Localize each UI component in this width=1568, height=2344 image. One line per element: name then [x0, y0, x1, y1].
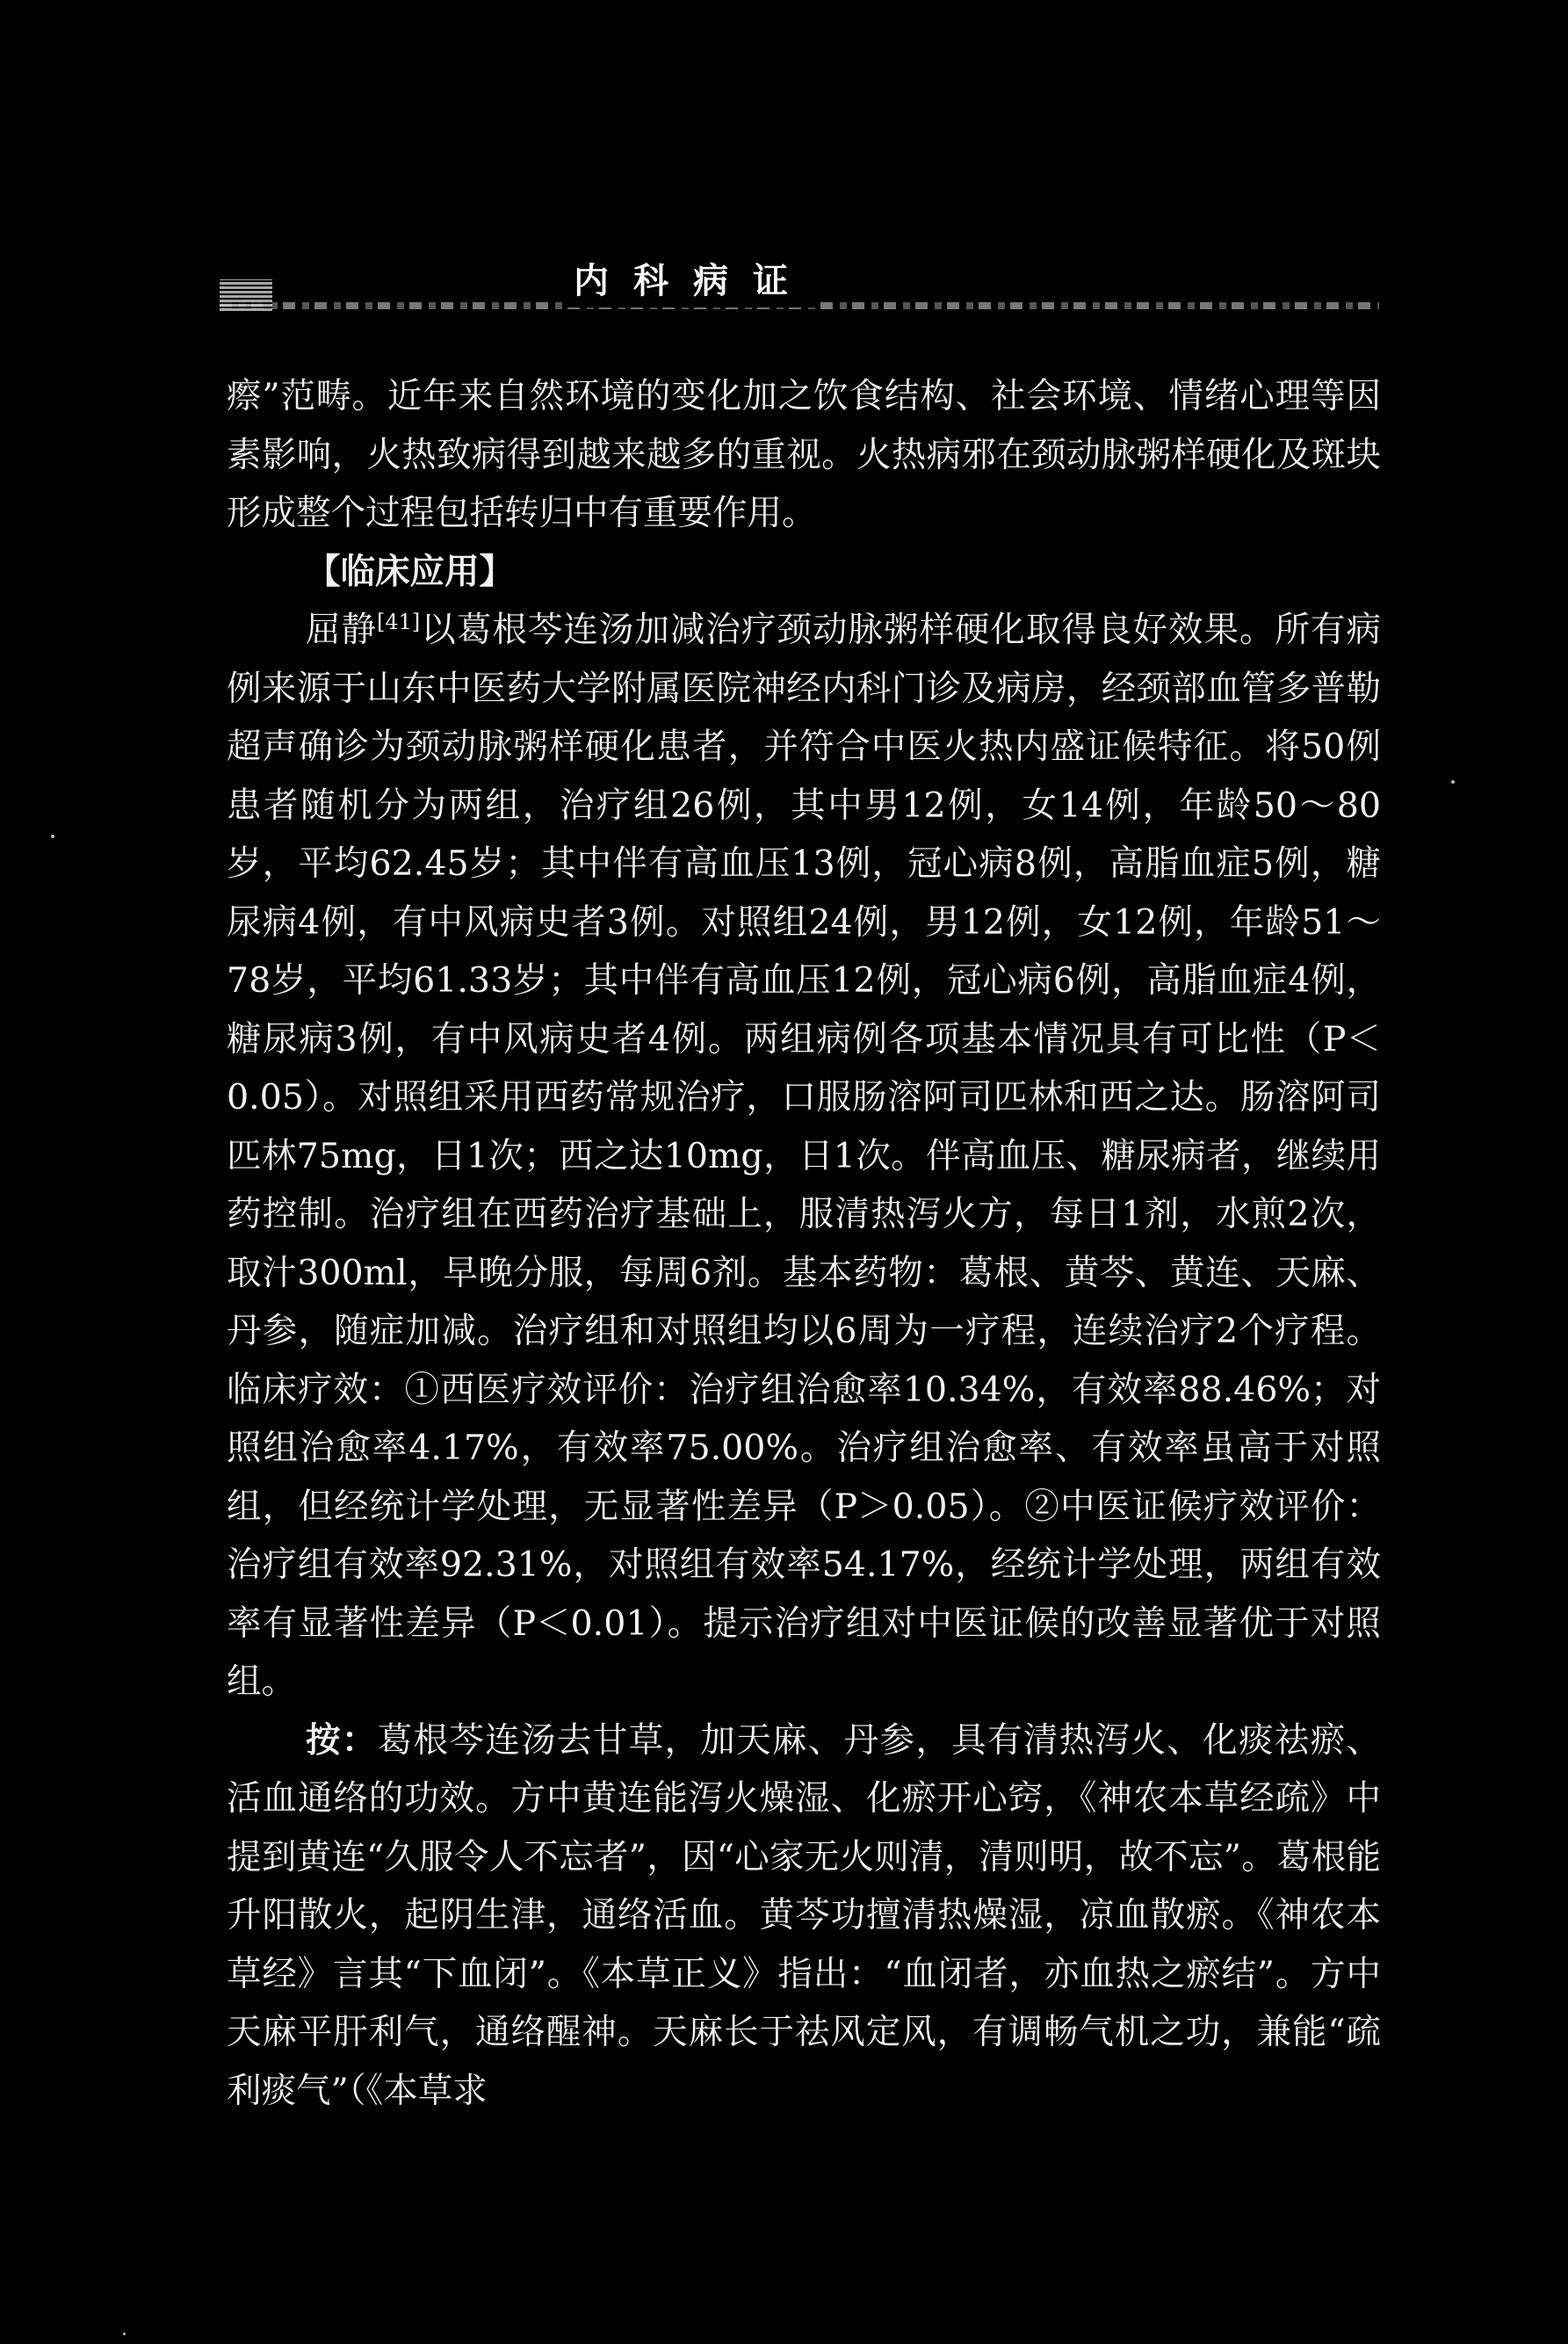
section-heading-container [227, 543, 1381, 602]
author-name: 屈静 [306, 610, 378, 650]
page-body [227, 367, 1381, 2120]
header-title: 内科病证 [567, 255, 820, 307]
paragraph-clinical [227, 601, 1381, 1711]
paragraph-note-text: 葛根芩连汤去甘草，加天麻、丹参，具有清热泻火、化痰祛瘀、活血通络的功效。方中黄连能泻火燥湿、化瘀开心窍，《神农本草经疏》中提到黄连“久服令人不忘者”，因“心家无火则清，清则明，故不忘”。葛根能升阳散火，起阴生津，通络活血。黄芩功擅清热燥湿，凉血散瘀。《神农本草经》言其“下血闭”。《本草正义》指出：“血闭者，亦血热之瘀结”。方中天麻平肝利气，通络醒神。天麻长于祛风定风，有调畅气机之功，兼能“疏利痰气”（《本草求 [227, 1719, 1382, 2111]
header-ornament [220, 279, 272, 311]
scan-speck [1451, 780, 1455, 784]
running-header [220, 255, 1379, 316]
citation-marker: [41] [377, 609, 421, 634]
scan-speck [123, 2333, 126, 2335]
paragraph-clinical-text: 以葛根芩连汤加减治疗颈动脉粥样硬化取得良好效果。所有病例来源于山东中医药大学附属医院神经内科门诊及病房，经颈部血管多普勒超声确诊为颈动脉粥样硬化患者，并符合中医火热内盛证候特征。将50例患者随机分为两组，治疗组26例，其中男12例，女14例，年龄50～80岁，平均62.45岁；其中伴有高血压13例，冠心病8例，高脂血症5例，糖尿病4例，有中风病史者3例。对照组24例，男12例，女12例，年龄51～78岁，平均61.33岁；其中伴有高血压12例，冠心病6例，高脂血症4例，糖尿病3例，有中风病史者4例。两组病例各项基本情况具有可比性（P＜0.05）。对照组采用西药常规治疗，口服肠溶阿司匹林和西之达。肠溶阿司匹林75mg，日1次；西之达10mg，日1次。伴高血压、糖尿病者，继续用药控制。治疗组在西药治疗基础上，服清热泻火方，每日1剂，水煎2次，取汁300ml，早晚分服，每周6剂。基本药物：葛根、黄芩、黄连、天麻、丹参，随症加减。治疗组和对照组均以6周为一疗程，连续治疗2个疗程。临床疗效：①西医疗效评价：治疗组治愈率10.34%，有效率88.46%；对照组治愈率4.17%，有效率75.00%。治疗组治愈率、有效率虽高于对照组，但经统计学处理，无显著性差异（P＞0.05）。②中医证候疗效评价：治疗组有效率92.31%，对照组有效率54.17%，经统计学处理，两组有效率有显著性差异（P＜0.01）。提示治疗组对中医证候的改善显著优于对照组。 [227, 610, 1382, 1702]
section-heading: 【临床应用】 [306, 551, 514, 592]
scan-speck [51, 835, 54, 838]
note-label: 按： [306, 1719, 378, 1761]
paragraph-continuation: 瘵”范畴。近年来自然环境的变化加之饮食结构、社会环境、情绪心理等因素影响，火热致病得到越来越多的重视。火热病邪在颈动脉粥样硬化及斑块形成整个过程包括转归中有重要作用。 [227, 376, 1381, 533]
paragraph-note [227, 1711, 1381, 2121]
